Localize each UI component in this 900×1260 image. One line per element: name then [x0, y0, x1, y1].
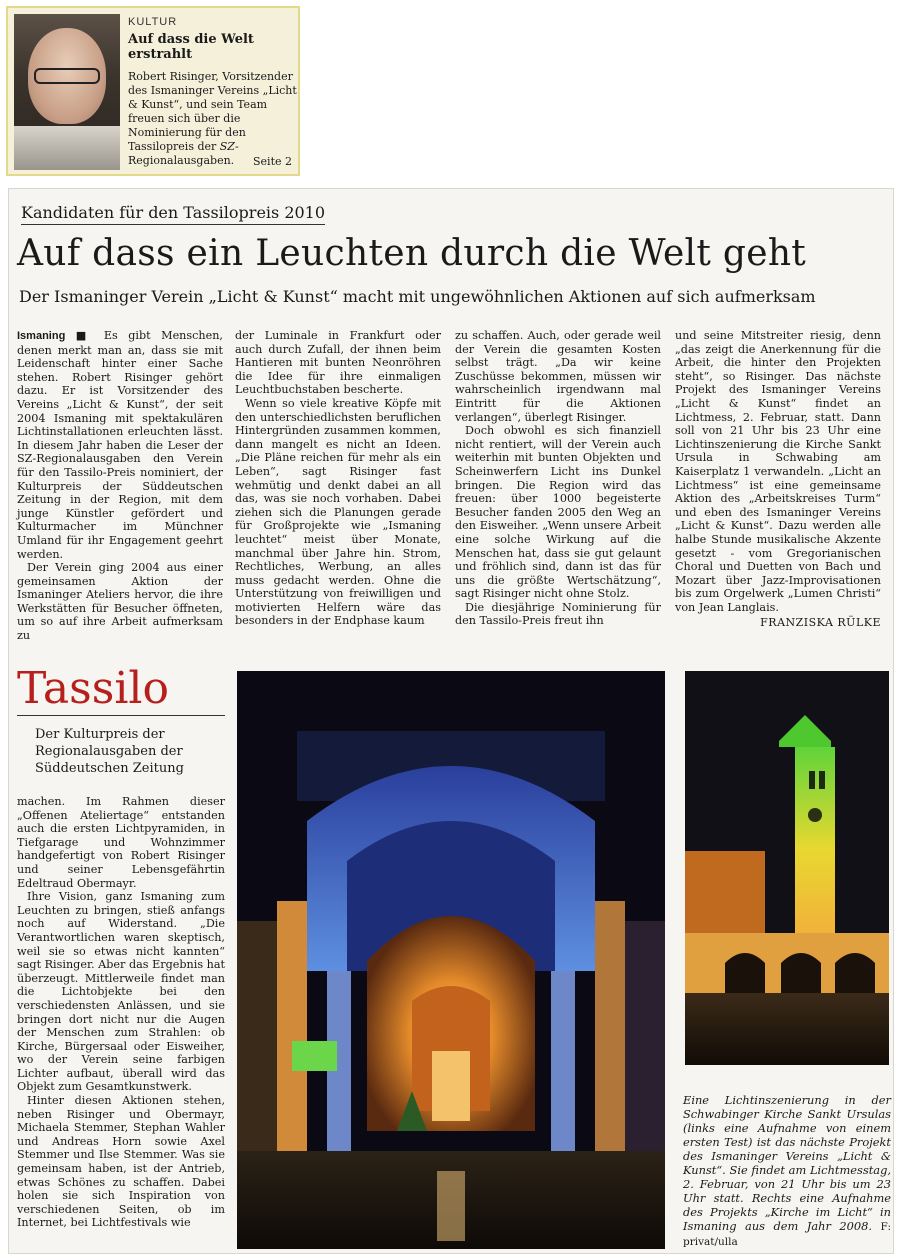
article-kicker: Kandidaten für den Tassilopreis 2010	[21, 203, 325, 225]
col4-paragraph-1: und seine Mitstreiter riesig, denn „das zeigt die Anerkennung für die Arbeit, die hinter den Projekten steht“, so Risinger. Das nächste Projekt des Ismaninger Vereins „Licht & Kunst“ findet an Lichtmess, 2. Februar, statt. Dann soll von 21 Uhr bis 23 Uhr eine Lichtinszenierung die Kirche Sankt Ursula in Schwabing am Kaiserplatz 1 verwandeln. „Licht an Lichtmess“ ist eine gemeinsame Aktion des „Arbeitskreises Turm“ und eben des Ismaninger Vereins „Licht & Kunst“. Dazu werden alle halbe Stunde musikalische Akzente gesetzt - vom Gregorianischen Choral und Duetten von Bach und Mozart über Jazz-Improvisationen bis zum Orgelwerk „Lumen Christi“ von Jean Langlais.	[675, 329, 881, 614]
teaser-body-post: -Regionalausgaben.	[128, 140, 239, 167]
col2-paragraph-1: der Luminale in Frankfurt oder auch durch Zufall, der ihnen beim Hantieren mit bunten Neonröhren die Idee für ihre einmaligen Leuchtbuchstaben bescherte.	[235, 329, 441, 397]
tassilo-description: Der Kulturpreis der Regionalausgaben der Süddeutschen Zeitung	[35, 727, 184, 776]
teaser-title[interactable]: Auf dass die Welt erstrahlt	[128, 32, 254, 62]
col1-paragraph-1	[17, 329, 223, 561]
article-headline: Auf dass ein Leuchten durch die Welt geht	[17, 233, 807, 274]
photo-caption	[683, 1093, 891, 1249]
col3-paragraph-1: zu schaffen. Auch, oder gerade weil der Verein die gesamten Kosten selbst trägt. „Da wir keine Zuschüsse bekommen, müssen wir wahrscheinlich irgendwann mal Eintritt für die Aktionen verlangen“, überlegt Risinger.	[455, 329, 661, 424]
dateline-square: ■	[75, 329, 94, 342]
teaser-box[interactable]	[6, 6, 300, 176]
left-paragraph-2: Ihre Vision, ganz Ismaning zum Leuchten zu bringen, stieß anfangs noch auf Widerstand. „Die Verantwortlichen waren skeptisch, weil sie so etwas nicht kannten“ sagt Risinger. Aber das Ergebnis hat überzeugt. Mittlerweile findet man die Lichtobjekte bei den verschiedensten Anlässen, und sie bringen dort nicht nur die Augen der Menschen zum Strahlen: ob Kirche, Bürgersaal oder Eisweiher, wo der Verein seine farbigen Lichter aufbaut, überall wird das Objekt zum Gesamtkunstwerk.	[17, 890, 225, 1094]
article	[8, 188, 894, 1254]
col1-text-1: Es gibt Menschen, denen merkt man an, dass sie mit Leidenschaft hinter einer Sache stehen. Robert Risinger gehört dazu. Er ist Vorsitzender des Vereins „Licht & Kunst“, der seit 2004 Ismaning mit spektakulären Lichtinstallationen erleuchten lässt. In diesem Jahr haben die Leser der SZ-Regionalausgaben den Verein für den Tassilo-Preis nominiert, der Kulturpreis der Süddeutschen Zeitung in der Region, mit dem junge Künstler gefördert und Kulturmacher im Münchner Umland für ihr Engagement geehrt werden.	[17, 329, 223, 561]
tassilo-box	[17, 665, 225, 777]
church-interior-photo	[237, 671, 665, 1249]
teaser-rubric: KULTUR	[128, 16, 178, 28]
dateline: Ismaning	[17, 330, 66, 342]
article-column-1	[17, 329, 223, 643]
church-tower-photo	[685, 671, 889, 1065]
article-column-4	[675, 329, 881, 630]
teaser-page-ref[interactable]: Seite 2	[253, 155, 292, 168]
photo-caption-text: Eine Lichtinszenierung in der Schwabinger Kirche Sankt Ursulas (links eine Aufnahme von einem ersten Test) ist das nächste Projekt des Ismaninger Vereins „Licht & Kunst“. Sie findet am Lichtmesstag, 2. Februar, von 21 Uhr bis um 23 Uhr statt. Rechts eine Aufnahme des Projekts „Kirche im Licht“ in Ismaning aus dem Jahr 2008.	[683, 1093, 891, 1233]
article-column-3	[455, 329, 661, 628]
col1-paragraph-2: Der Verein ging 2004 aus einer gemeinsamen Aktion der Ismaninger Ateliers hervor, die ihre Werkstätten für Besucher öffneten, um so auf ihre Arbeit aufmerksam zu	[17, 561, 223, 643]
tassilo-logo: Tassilo	[17, 665, 225, 716]
author-byline: FRANZISKA RÜLKE	[760, 616, 881, 630]
left-paragraph-1: machen. Im Rahmen dieser „Offenen Ateliertage“ entstanden auch die ersten Lichtpyramiden, in Tiefgarage und Wohnzimmer handgefertigt von Robert Risinger und seiner Lebensgefährtin Edeltraud Obermayr.	[17, 795, 225, 890]
portrait-photo	[14, 14, 120, 170]
left-paragraph-3: Hinter diesen Aktionen stehen, neben Risinger und Obermayr, Michaela Stemmer, Stephan Wahler und Andreas Horn sowie Axel Stemmer und Ilse Stemmer. Was sie gemeinsam haben, ist der Antrieb, etwas Schönes zu schaffen. Dabei holen sie sich Inspiration von verschiedenen Seiten, ob im Internet, bei Lichtfestivals wie	[17, 1094, 225, 1230]
teaser-body-pre: Robert Risinger, Vorsitzender des Ismaninger Vereins „Licht & Kunst“, und sein Team freuen sich über die Nominierung für den Tassilopreis der	[128, 70, 297, 153]
photo-credit: F: privat/ulla	[683, 1221, 891, 1248]
article-subline: Der Ismaninger Verein „Licht & Kunst“ macht mit ungewöhnlichen Aktionen auf sich aufmerksam	[19, 287, 816, 306]
teaser-body-sz: SZ	[219, 140, 235, 153]
article-column-2	[235, 329, 441, 628]
article-column-left-lower	[17, 795, 225, 1230]
col2-paragraph-2: Wenn so viele kreative Köpfe mit den unterschiedlichsten beruflichen Hintergründen zusammen kommen, dann mangelt es nicht an Ideen. „Die Pläne reichen für mehr als ein Leben“, sagt Risinger fast wehmütig und denkt dabei an all das, was sie noch vorhaben. Dabei ziehen sich die Planungen gerade für Großprojekte wie „Ismaning leuchtet“ meist über Monate, manchmal über Jahre hin. Strom, Rechtliches, Werbung, an alles muss gedacht werden. Ohne die Unterstützung von freiwilligen und motivierten Helfern wäre das besonders in der Endphase kaum	[235, 396, 441, 628]
col3-paragraph-2: Doch obwohl es sich finanziell nicht rentiert, will der Verein auch weiterhin mit bunten Objekten und Scheinwerfern Licht ins Dunkel bringen. Die Region wird das freuen: über 1000 begeisterte Besucher fanden 2005 den Weg an den Eisweiher. „Wenn unsere Arbeit eine solche Wirkung auf die Menschen hat, dass sie gut gelaunt und fröhlich sind, dann ist das für uns die größte Wertschätzung“, sagt Risinger nicht ohne Stolz.	[455, 424, 661, 601]
portrait-glasses	[34, 68, 100, 84]
col3-paragraph-3: Die diesjährige Nominierung für den Tassilo-Preis freut ihn	[455, 600, 661, 628]
portrait-shirt	[14, 126, 120, 170]
teaser-body	[128, 70, 298, 168]
church-tower-illustration	[685, 671, 889, 1065]
church-interior-illustration	[237, 671, 665, 1249]
